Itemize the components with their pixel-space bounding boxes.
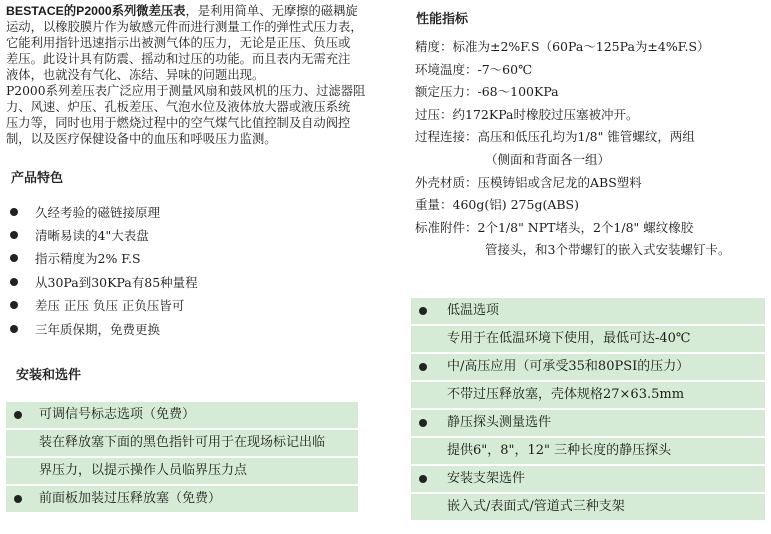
brand-title: BESTACE的P2000系列微差压表 bbox=[6, 4, 186, 18]
intro-line: P2000系列差压表广泛应用于测量风扇和鼓风机的压力、过滤器阻 bbox=[6, 84, 366, 98]
feature-item bbox=[8, 270, 368, 293]
bullet-icon bbox=[10, 301, 18, 309]
bullet-icon bbox=[419, 307, 427, 315]
specs-list bbox=[415, 36, 765, 262]
install-option-text: 前面板加装过压释放塞（免费） bbox=[39, 491, 222, 506]
option-desc bbox=[411, 326, 765, 354]
intro-line: 液体，也就没有气化、冻结、异味的问题出现。 bbox=[6, 68, 265, 82]
option-row-static-probe bbox=[411, 410, 765, 438]
option-text: 低温选项 bbox=[447, 303, 500, 318]
feature-item bbox=[8, 317, 368, 340]
install-option-row bbox=[6, 402, 358, 430]
option-desc bbox=[411, 494, 765, 520]
features-heading: 产品特色 bbox=[11, 170, 64, 185]
spec-housing-material: 外壳材质：压模铸铝或含尼龙的ABS塑料 bbox=[415, 174, 642, 190]
option-text: 不带过压释放塞，壳体规格27×63.5mm bbox=[447, 387, 685, 402]
bullet-icon bbox=[14, 411, 22, 419]
intro-line: 它能利用指针迅速指示出被测气体的压力，无论是正压、负压或 bbox=[6, 36, 351, 50]
feature-item bbox=[8, 200, 368, 223]
spec-overpressure: 过压：约172KPa时橡胶过压塞被冲开。 bbox=[415, 106, 639, 122]
bullet-icon bbox=[10, 208, 18, 216]
intro-paragraph bbox=[6, 3, 376, 147]
spec-standard-accessories-cont: 管接头，和3个带螺钉的嵌入式安装螺钉卡。 bbox=[485, 242, 731, 258]
bullet-icon bbox=[419, 419, 427, 427]
spec-standard-accessories: 标准附件：2个1/8" NPT堵头，2个1/8" 螺纹橡胶 bbox=[415, 219, 694, 235]
intro-line-1 bbox=[6, 3, 376, 19]
features-list bbox=[8, 200, 368, 340]
option-row-low-temp bbox=[411, 298, 765, 326]
option-desc bbox=[411, 438, 765, 466]
install-option-text: 可调信号标志选项（免费） bbox=[39, 407, 196, 422]
spec-ambient-temperature: 环境温度：-7～60℃ bbox=[415, 61, 533, 77]
feature-text: 久经考验的磁链接原理 bbox=[35, 204, 161, 220]
install-option-row bbox=[6, 486, 358, 512]
install-option-text: 装在释放塞下面的黑色指针可用于在现场标记出临 bbox=[39, 435, 326, 450]
feature-item bbox=[8, 223, 368, 246]
bullet-icon bbox=[10, 231, 18, 239]
option-text: 嵌入式/表面式/管道式三种支架 bbox=[447, 499, 625, 514]
option-text: 静压探头测量选件 bbox=[447, 415, 552, 430]
specs-heading: 性能指标 bbox=[416, 11, 469, 26]
feature-text: 差压 正压 负压 正负压皆可 bbox=[35, 298, 185, 314]
option-row-high-pressure bbox=[411, 354, 765, 382]
feature-text: 清晰易读的4"大表盘 bbox=[35, 228, 149, 244]
option-row-mounting-bracket bbox=[411, 466, 765, 494]
intro-line: 运动，以橡胶膜片作为敏感元件而进行测量工作的弹性式压力表， bbox=[6, 20, 363, 34]
intro-line: 差压。此设计具有防震、摇动和过压的功能。而且表内无需充注 bbox=[6, 52, 351, 66]
option-text: 中/高压应用（可承受35和80PSI的压力） bbox=[447, 359, 690, 374]
bullet-icon bbox=[419, 475, 427, 483]
intro-line: 制，以及医疗保健设备中的血压和呼吸压力监测。 bbox=[6, 132, 277, 146]
spec-weight: 重量：460g(铝) 275g(ABS) bbox=[415, 197, 579, 213]
feature-item bbox=[8, 247, 368, 270]
spec-process-connection-cont: （侧面和背面各一组） bbox=[485, 151, 611, 167]
bullet-icon bbox=[419, 363, 427, 371]
feature-text: 指示精度为2% F.S bbox=[35, 251, 141, 267]
install-heading: 安装和选件 bbox=[16, 367, 82, 382]
install-option-desc bbox=[6, 458, 358, 486]
install-option-desc bbox=[6, 430, 358, 458]
feature-text: 从30Pa到30KPa有85种量程 bbox=[35, 274, 198, 290]
intro-line-1-rest: ，是利用简单、无摩擦的磁耦旋 bbox=[185, 4, 358, 18]
bullet-icon bbox=[14, 495, 22, 503]
bullet-icon bbox=[10, 278, 18, 286]
option-text: 安装支架选件 bbox=[447, 471, 526, 486]
option-text: 提供6"，8"，12" 三种长度的静压探头 bbox=[447, 443, 672, 458]
bullet-icon bbox=[10, 325, 18, 333]
feature-text: 三年质保期，免费更换 bbox=[35, 321, 161, 337]
spec-accuracy: 精度：标准为±2%F.S（60Pa～125Pa为±4%F.S） bbox=[415, 39, 710, 54]
bullet-icon bbox=[10, 254, 18, 262]
install-options-block bbox=[6, 402, 358, 512]
option-text: 专用于在低温环境下使用，最低可达-40℃ bbox=[447, 331, 691, 346]
spec-process-connection: 过程连接：高压和低压孔均为1/8" 锥管螺纹，两组 bbox=[415, 129, 695, 145]
options-block bbox=[411, 298, 765, 520]
feature-item bbox=[8, 294, 368, 317]
spec-rated-pressure: 额定压力：-68～100KPa bbox=[415, 84, 559, 100]
install-option-text: 界压力，以提示操作人员临界压力点 bbox=[39, 463, 248, 478]
intro-line: 压力等，同时也用于燃烧过程中的空气煤气比值控制及自动阀控 bbox=[6, 116, 351, 130]
option-desc bbox=[411, 382, 765, 410]
intro-line: 力、风速、炉压、孔板差压、气泡水位及液体放大器或液压系统 bbox=[6, 100, 351, 114]
